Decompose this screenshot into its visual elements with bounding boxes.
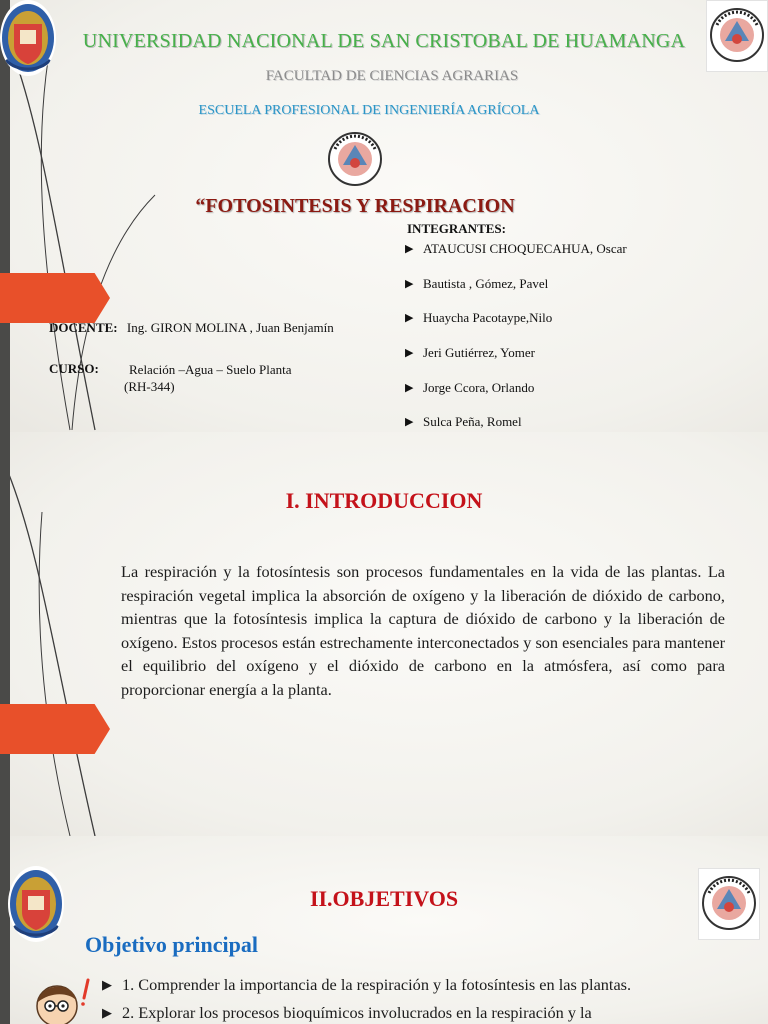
section-title: I. INTRODUCCION <box>285 488 483 513</box>
bullet-arrow-icon: ▶ <box>405 381 414 394</box>
introduction-slide <box>0 432 768 836</box>
member-name: Sulca Peña, Romel <box>423 414 522 430</box>
bullet-arrow-icon: ▶ <box>405 243 414 255</box>
integrantes-label: INTEGRANTES: <box>407 221 506 236</box>
thinking-person-icon <box>32 974 102 1024</box>
member-name: ATAUCUSI CHOQUECAHUA, Oscar <box>423 241 627 256</box>
document-title: “FOTOSINTESIS Y RESPIRACION <box>195 195 515 217</box>
bullet-arrow-icon: ▶ <box>102 1005 112 1020</box>
docente-label: DOCENTE: <box>49 320 118 335</box>
member-name: Jorge Ccora, Orlando <box>423 379 535 395</box>
curso-label: CURSO: <box>49 361 99 376</box>
section-title: II.OBJETIVOS <box>309 886 459 911</box>
member-name: Bautista , Gómez, Pavel <box>423 275 549 291</box>
objectives-list <box>102 975 752 1024</box>
members-list <box>405 241 627 432</box>
school-name: ESCUELA PROFESIONAL DE INGENIERÍA AGRÍCOLA <box>198 103 540 118</box>
university-name: UNIVERSIDAD NACIONAL DE SAN CRISTOBAL DE HUAMANGA <box>82 30 686 52</box>
member-item <box>405 310 627 345</box>
curso-line-1: Relación –Agua – Suelo Planta <box>129 362 292 377</box>
member-name: Jeri Gutiérrez, Yomer <box>423 345 535 361</box>
bullet-arrow-icon: ▶ <box>405 277 414 290</box>
introduction-paragraph: La respiración y la fotosíntesis son procesos fundamentales en la vida de las plantas. La respiración vegetal implica la absorción de oxígeno y la liberación de dióxido de carbono, mientras que la fotosíntesis implica la captura de dióxido de carbono y la liberación de oxígeno. Estos procesos están estrechamente interconectados y son esenciales para mantener el equilibrio del oxígeno y el dióxido de carbono en la atmósfera, así como para proporcionar energía a la planta. <box>121 562 725 699</box>
bullet-arrow-icon: ▶ <box>405 347 414 360</box>
orange-tab <box>0 273 110 323</box>
objective-item <box>102 1003 752 1024</box>
objective-text: 2. Explorar los procesos bioquímicos involucrados en la respiración y la <box>122 1003 592 1022</box>
objective-item <box>102 975 752 1003</box>
member-item <box>405 345 627 380</box>
bullet-arrow-icon: ▶ <box>102 977 112 992</box>
objectives-slide <box>0 836 768 1024</box>
curso-value <box>124 361 291 395</box>
left-accent-bar <box>0 836 10 1024</box>
member-name: Huaycha Pacotaype,Nilo <box>423 310 553 326</box>
faculty-name: FACULTAD DE CIENCIAS AGRARIAS <box>265 68 519 84</box>
cover-slide <box>0 0 768 432</box>
objective-subtitle: Objetivo principal <box>85 932 258 957</box>
orange-tab <box>0 704 110 754</box>
docente-value: Ing. GIRON MOLINA , Juan Benjamín <box>126 320 334 335</box>
objective-text: 1. Comprender la importancia de la respiración y la fotosíntesis en las plantas. <box>122 975 632 994</box>
member-item <box>405 276 627 311</box>
member-item <box>405 241 627 276</box>
bullet-arrow-icon: ▶ <box>405 312 414 325</box>
member-item <box>405 380 627 415</box>
faculty-seal-center-icon <box>327 128 383 190</box>
bullet-arrow-icon: ▶ <box>405 416 414 429</box>
curso-line-2: (RH-344) <box>124 379 175 394</box>
member-item <box>405 414 627 432</box>
docente-line <box>49 320 334 336</box>
